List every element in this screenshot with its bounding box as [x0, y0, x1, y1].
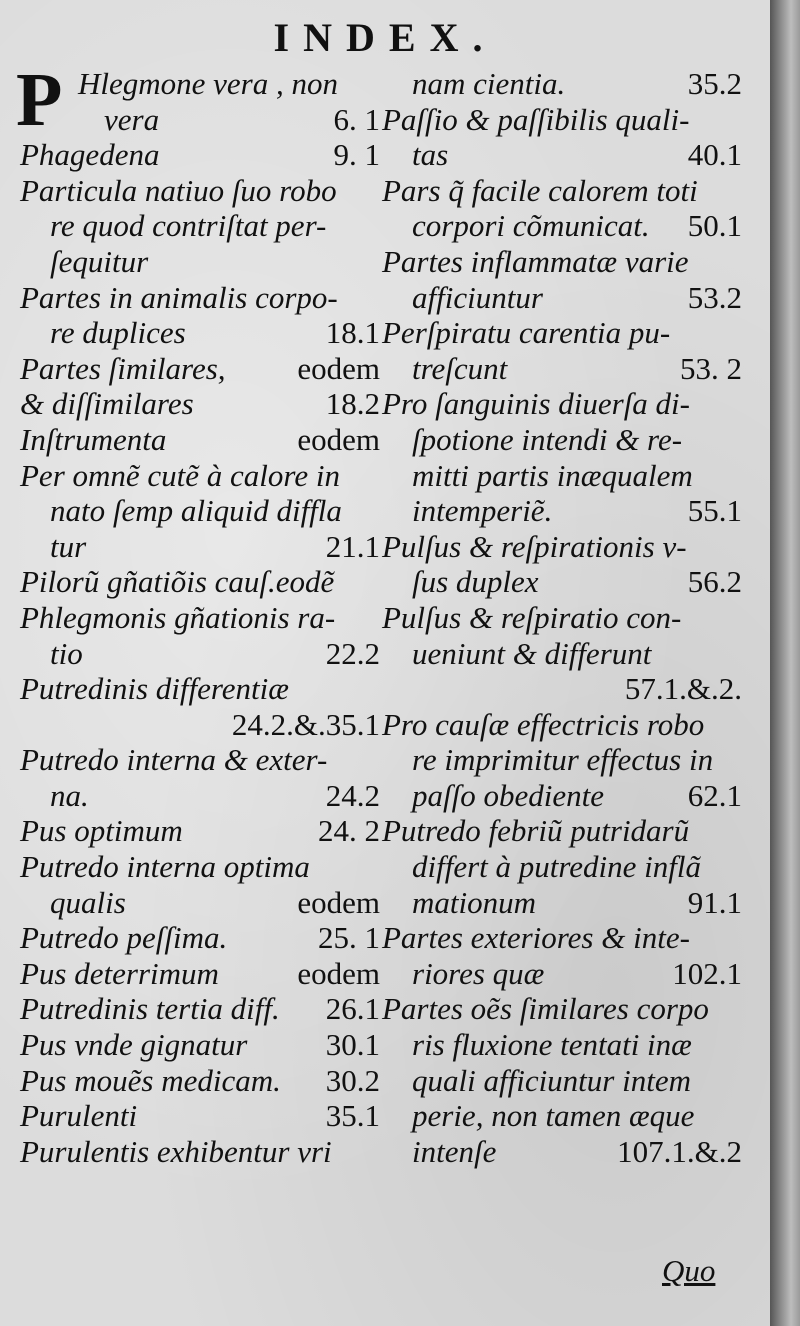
page-reference: 91.1	[687, 884, 742, 920]
index-entry	[20, 813, 380, 849]
entry-text: Putredo febriũ putridarũ	[382, 813, 690, 849]
entry-text: Hlegmone vera , non	[78, 66, 338, 101]
entry-text: perie, non tamen æque	[412, 1098, 695, 1134]
index-entry	[20, 280, 380, 316]
index-entry	[20, 493, 380, 529]
entry-text: re imprimitur effectus in	[412, 742, 714, 778]
page-reference: 9. 1	[333, 137, 380, 173]
catchword: Quo	[662, 1253, 716, 1288]
entry-text: Putredo interna & exter-	[20, 742, 328, 778]
index-entry	[20, 1063, 380, 1099]
entry-text: Per omnẽ cutẽ à calore in	[20, 457, 340, 493]
index-entry	[382, 422, 742, 458]
page-reference: 57.1.&.2.	[624, 671, 742, 707]
drop-cap: P	[16, 58, 63, 142]
entry-text: Phagedena	[20, 137, 160, 173]
page-header: INDEX.	[273, 15, 497, 60]
page-reference: 35.1	[325, 1098, 380, 1134]
page-reference: eodem	[297, 955, 380, 991]
page-reference: 30.1	[325, 1027, 380, 1063]
entry-text: tas	[412, 137, 449, 173]
page-reference: 18.1	[325, 315, 380, 351]
index-entry	[382, 707, 742, 743]
entry-text: Pulſus & reſpiratio con-	[382, 599, 682, 635]
index-entry	[382, 636, 742, 672]
entry-text: treſcunt	[412, 350, 508, 386]
entry-text: mitti partis inæqualem	[412, 457, 693, 493]
index-entry	[382, 1027, 742, 1063]
index-entry	[20, 600, 380, 636]
index-entry	[382, 529, 742, 565]
index-entry	[382, 849, 742, 885]
index-entry	[20, 636, 380, 672]
entry-text: Pus mouẽs medicam.	[20, 1062, 281, 1098]
page-reference: 107.1.&.2	[617, 1133, 742, 1169]
entry-text: ſpotione intendi & re-	[412, 421, 683, 457]
entry-text: paſſo obediente	[412, 777, 604, 813]
entry-text: & diſſimilares	[20, 386, 194, 422]
index-entry	[20, 742, 380, 778]
entry-text: mationum	[412, 884, 536, 920]
page-reference: 18.2	[325, 386, 380, 422]
index-entry	[382, 102, 742, 138]
index-entry	[382, 1098, 742, 1134]
index-entry	[382, 885, 742, 921]
index-entry	[20, 102, 380, 138]
index-entry	[20, 208, 380, 244]
index-entry	[20, 458, 380, 494]
index-entry	[382, 315, 742, 351]
index-entry	[382, 956, 742, 992]
index-entry	[382, 600, 742, 636]
page-reference: 26.1	[325, 991, 380, 1027]
page-reference: 22.2	[325, 635, 380, 671]
entry-text: Pus optimum	[20, 813, 183, 849]
entry-text: intenſe	[412, 1133, 497, 1169]
entry-text: differt à putredine inflã	[412, 849, 702, 885]
book-gutter	[770, 0, 800, 1326]
entry-text: Purulentis exhibentur vri	[20, 1133, 332, 1169]
entry-text: Paſſio & paſſibilis quali-	[382, 101, 690, 137]
index-entry	[382, 813, 742, 849]
entry-text: Partes oẽs ſimilares corpo	[382, 991, 709, 1027]
entry-text: vera	[104, 101, 160, 137]
entry-text: Partes in animalis corpo-	[20, 279, 338, 315]
entry-text: Partes inflammatæ varie	[382, 243, 689, 279]
page-reference: 56.2	[687, 564, 742, 600]
index-entry	[382, 564, 742, 600]
index-entry	[382, 742, 742, 778]
entry-text: Perſpiratu carentia pu-	[382, 315, 671, 351]
entry-text: corpori cõmunicat.	[412, 208, 650, 244]
entry-text: nato ſemp aliquid diffla	[50, 493, 342, 529]
index-entry	[20, 66, 380, 102]
index-entry	[382, 671, 742, 707]
index-entry	[20, 885, 380, 921]
page-reference: eodem	[297, 350, 380, 386]
entry-text: Particula natiuo ſuo robo	[20, 172, 337, 208]
page-reference: 53. 2	[680, 350, 742, 386]
entry-text: ris fluxione tentati inæ	[412, 1027, 692, 1063]
index-entry	[20, 1027, 380, 1063]
entry-text: Phlegmonis gñationis ra-	[20, 599, 336, 635]
entry-text: Pus deterrimum	[20, 955, 219, 991]
index-entry	[382, 244, 742, 280]
index-entry	[20, 1134, 380, 1170]
entry-text: qualis	[50, 884, 126, 920]
index-entry	[382, 1063, 742, 1099]
entry-text: Inſtrumenta	[20, 421, 167, 457]
page-reference: 30.2	[325, 1062, 380, 1098]
page-reference: eodem	[297, 421, 380, 457]
index-entry	[20, 386, 380, 422]
page-reference: 24.2	[325, 777, 380, 813]
index-entry	[382, 493, 742, 529]
entry-text: Partes exteriores & inte-	[382, 920, 690, 956]
index-entry	[382, 351, 742, 387]
entry-text: Partes ſimilares,	[20, 350, 226, 386]
page-reference: 25. 1	[318, 920, 380, 956]
left-column	[16, 58, 380, 1169]
index-entry	[20, 991, 380, 1027]
page-reference: 53.2	[687, 279, 742, 315]
page-reference: 62.1	[687, 777, 742, 813]
page-reference: 102.1	[672, 955, 742, 991]
index-entry	[20, 956, 380, 992]
entry-text: quali afficiuntur intem	[412, 1062, 691, 1098]
index-entry	[20, 173, 380, 209]
index-entry	[382, 991, 742, 1027]
index-entry	[382, 66, 742, 102]
entry-text: nam cientia.	[412, 66, 566, 101]
entry-text: Pus vnde gignatur	[20, 1027, 248, 1063]
page-reference: 40.1	[687, 137, 742, 173]
index-entry	[20, 422, 380, 458]
index-entry	[382, 173, 742, 209]
entry-text: tio	[50, 635, 83, 671]
entry-text: intemperiẽ.	[412, 493, 553, 529]
index-entry	[382, 137, 742, 173]
entry-text: Purulenti	[20, 1098, 138, 1134]
index-entry	[20, 351, 380, 387]
entry-text: Putredo peſſima.	[20, 920, 228, 956]
index-entry	[20, 315, 380, 351]
index-entry	[382, 386, 742, 422]
entry-text: Pilorũ gñatiõis cauſ.eodẽ	[20, 564, 335, 600]
index-entry	[20, 529, 380, 565]
entry-text: Pro ſanguinis diuerſa di-	[382, 386, 690, 422]
entry-text: afficiuntur	[412, 279, 543, 315]
page-reference: 35.2	[687, 66, 742, 101]
index-entry	[382, 920, 742, 956]
entry-text: re duplices	[50, 315, 186, 351]
right-column	[382, 66, 742, 1169]
index-entry	[382, 778, 742, 814]
entry-text: ſus duplex	[412, 564, 539, 600]
page-reference: 21.1	[325, 528, 380, 564]
index-entry	[20, 244, 380, 280]
index-entry	[20, 778, 380, 814]
entry-text: tur	[50, 528, 87, 564]
index-entry	[20, 137, 380, 173]
entry-text: Putredinis tertia diff.	[20, 991, 280, 1027]
entry-text: ueniunt & differunt	[412, 635, 652, 671]
index-entry	[382, 208, 742, 244]
entry-text: riores quæ	[412, 955, 545, 991]
index-entry	[382, 458, 742, 494]
page-reference: 55.1	[687, 493, 742, 529]
page-reference: 50.1	[687, 208, 742, 244]
index-entry	[20, 564, 380, 600]
index-entry	[20, 707, 380, 743]
index-entry	[20, 671, 380, 707]
index-entry	[20, 1098, 380, 1134]
page-reference: eodem	[297, 884, 380, 920]
entry-text: Putredo interna optima	[20, 849, 310, 885]
entry-text: Pars q̃ facile calorem toti	[382, 172, 698, 208]
page-reference: 6. 1	[333, 101, 380, 137]
index-entry	[20, 849, 380, 885]
index-entry	[382, 1134, 742, 1170]
page-reference: 24. 2	[318, 813, 380, 849]
entry-text: Putredinis differentiæ	[20, 671, 289, 707]
entry-text: Pulſus & reſpirationis v-	[382, 528, 687, 564]
entry-text: na.	[50, 777, 89, 813]
entry-text: ſequitur	[50, 243, 149, 279]
page-reference: 24.2.&.35.1	[231, 706, 380, 742]
entry-text: Pro cauſæ effectricis robo	[382, 706, 705, 742]
index-entry	[382, 280, 742, 316]
entry-text: re quod contriſtat per-	[50, 208, 327, 244]
index-entry	[20, 920, 380, 956]
